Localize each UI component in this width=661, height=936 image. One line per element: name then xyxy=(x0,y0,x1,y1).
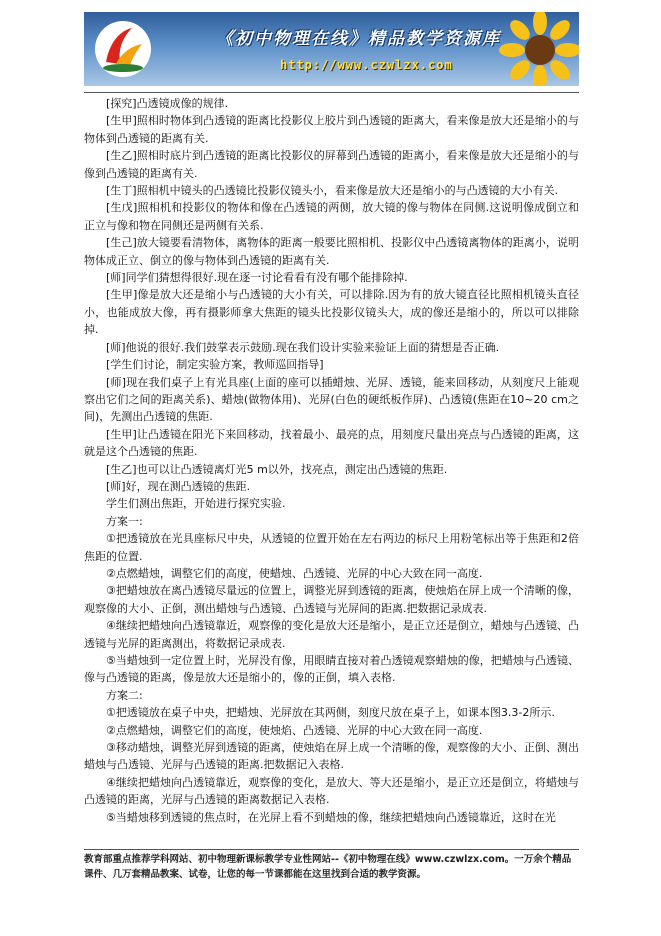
site-url: http://www.czwlzx.com xyxy=(280,58,453,72)
paragraph: [学生们讨论，制定实验方案，教师巡回指导] xyxy=(106,358,324,372)
paragraph: [生丁]照相机中镜头的凸透镜比投影仪镜头小，看来像是放大还是缩小的与凸透镜的大小有关. xyxy=(106,184,559,198)
paragraph: [生甲]照相时物体到凸透镜的距离比投影仪上胶片到凸透镜的距离大，看来像是放大还是缩小的与物体到凸透镜的距离有关. xyxy=(84,114,579,145)
paragraph: 学生们测出焦距，开始进行探究实验. xyxy=(106,497,286,511)
paragraph: ①把透镜放在桌子中央，把蜡烛、光屏放在其两侧，刻度尺放在桌子上，如课本图3.3-2所示. xyxy=(106,706,555,720)
sunflower-icon xyxy=(495,12,579,86)
paragraph: ②点燃蜡烛，调整它们的高度，使蜡烛、凸透镜、光屏的中心大致在同一高度. xyxy=(106,566,483,580)
paragraph: [师]好，现在测凸透镜的焦距. xyxy=(106,479,251,493)
document-body xyxy=(84,95,579,826)
paragraph: ③移动蜡烛，调整光屏到透镜的距离，使烛焰在屏上成一个清晰的像，观察像的大小、正倒、测出蜡烛与凸透镜、光屏与凸透镜的距离.把数据记入表格. xyxy=(84,741,579,772)
paragraph: [生乙]照相时底片到凸透镜的距离比投影仪的屏幕到凸透镜的距离小，看来像是放大还是缩小的与像到凸透镜的距离有关. xyxy=(84,149,579,180)
paragraph: [师]同学们猜想得很好.现在逐一讨论看看有没有哪个能排除掉. xyxy=(106,271,408,285)
paragraph: [生甲]像是放大还是缩小与凸透镜的大小有关，可以排除.因为有的放大镜直径比照相机镜头直径小，也能成放大像，再有摄影师拿大焦距的镜头比投影仪镜头大，成的像还是缩小的，所以可以排除掉. xyxy=(84,288,579,337)
paragraph: 方案二: xyxy=(106,688,143,702)
paragraph: [生甲]让凸透镜在阳光下来回移动，找着最小、最亮的点，用刻度尺量出亮点与凸透镜的距离，这就是这个凸透镜的焦距. xyxy=(84,427,579,459)
site-banner xyxy=(84,12,579,86)
paragraph: 方案一: xyxy=(106,514,143,528)
paragraph: ⑤当蜡烛移到透镜的焦点时，在光屏上看不到蜡烛的像，继续把蜡烛向凸透镜靠近，这时在光 xyxy=(106,810,556,824)
paragraph: ④继续把蜡烛向凸透镜靠近，观察像的变化是放大还是缩小，是正立还是倒立，蜡烛与凸透镜、凸透镜与光屏的距离测出，将数据记录成表. xyxy=(84,619,579,650)
paragraph: ③把蜡烛放在离凸透镜尽量远的位置上，调整光屏到透镜的距离，使烛焰在屏上成一个清晰的像，观察像的大小、正倒，测出蜡烛与凸透镜、凸透镜与光屏间的距离.把数据记录成表. xyxy=(84,584,579,615)
paragraph: ②点燃蜡烛，调整它们的高度，使烛焰、凸透镜、光屏的中心大致在同一高度. xyxy=(106,723,483,737)
footer-divider xyxy=(84,849,579,850)
paragraph: [生己]放大镜要看清物体，离物体的距离一般要比照相机、投影仪中凸透镜离物体的距离小，说明物体成正立、倒立的像与物体到凸透镜的距离有关. xyxy=(84,236,579,267)
paragraph: [师]现在我们桌子上有光具座(上面的座可以插蜡烛、光屏、透镜，能来回移动，从刻度尺上能观察出它们之间的距离关系)、蜡烛(做物体用)、光屏(白色的硬纸板作屏)、凸透镜(焦距在10~20 cm之间)，先测出凸透镜的焦距. xyxy=(84,375,579,424)
paragraph: [生戊]照相机和投影仪的物体和像在凸透镜的两侧，放大镜的像与物体在同侧.这说明像成倒立和正立与像和物在同侧还是两侧有关系. xyxy=(84,201,579,232)
page-footer: 教育部重点推荐学科网站、初中物理新课标教学专业性网站--《初中物理在线》www.czwlzx.com。一万余个精品课件、几万套精品教案、试卷，让您的每一节课都能在这里找到合适的教学资源。 xyxy=(84,854,572,880)
header-divider xyxy=(84,92,579,93)
paragraph: [探究]凸透镜成像的规律. xyxy=(106,97,229,110)
paragraph: ④继续把蜡烛向凸透镜靠近，观察像的变化，是放大、等大还是缩小，是正立还是倒立，将蜡烛与凸透镜的距离，光屏与凸透镜的距离数据记入表格. xyxy=(84,775,579,807)
site-logo-icon xyxy=(92,18,154,80)
site-title: 《初中物理在线》精品教学资源库 xyxy=(216,29,501,49)
paragraph: ⑤当蜡烛到一定位置上时，光屏没有像，用眼睛直接对着凸透镜观察蜡烛的像，把蜡烛与凸透镜、像与凸透镜的距离，像是放大还是缩小的，像的正倒，填入表格. xyxy=(84,654,579,685)
paragraph: ①把透镜放在光具座标尺中央，从透镜的位置开始在左右两边的标尺上用粉笔标出等于焦距和2倍焦距的位置. xyxy=(84,532,579,563)
paragraph: [师]他说的很好.我们鼓掌表示鼓励.现在我们设计实验来验证上面的猜想是否正确. xyxy=(106,340,500,354)
paragraph: [生乙]也可以让凸透镜离灯光5 m以外，找亮点，测定出凸透镜的焦距. xyxy=(106,462,448,476)
